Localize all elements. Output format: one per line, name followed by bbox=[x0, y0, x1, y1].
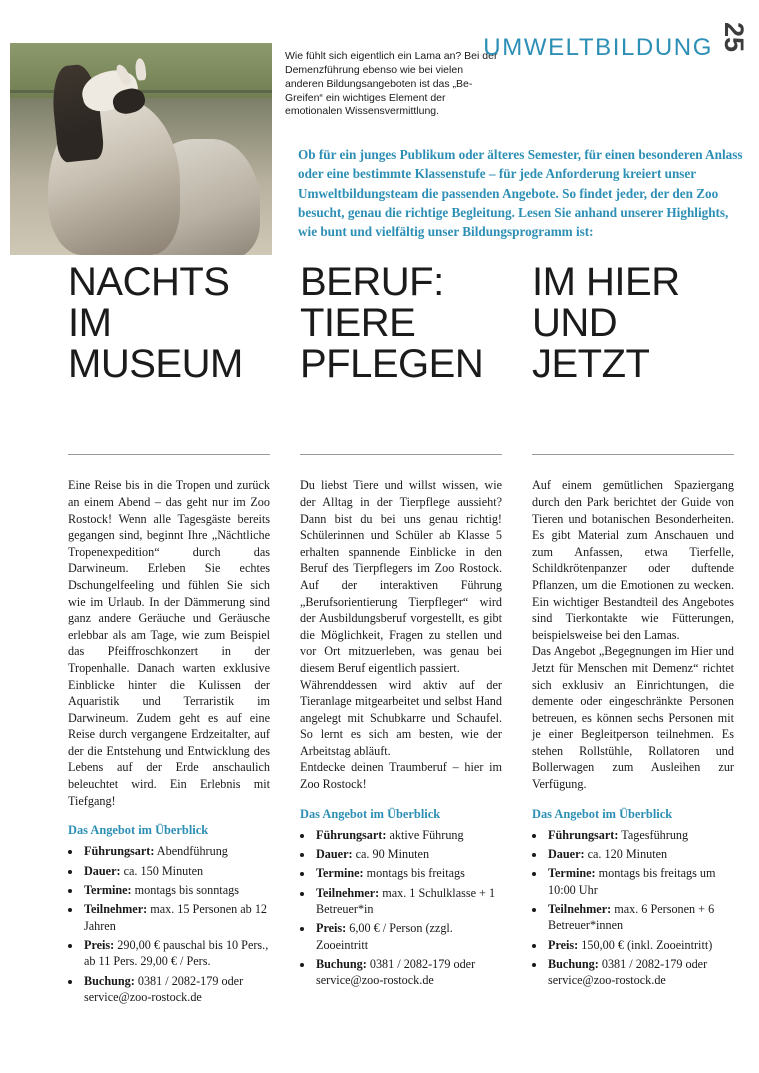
title-line: IM bbox=[68, 300, 112, 345]
fact-label: Termine: bbox=[84, 882, 132, 897]
article-column-im-hier-und-jetzt bbox=[532, 262, 734, 992]
list-item bbox=[82, 882, 270, 898]
title-line: TIERE bbox=[300, 300, 416, 345]
article-column-nachts-im-museum bbox=[68, 262, 270, 1008]
facts-list bbox=[532, 827, 734, 989]
column-body-text: Du liebst Tiere und willst wissen, wie der Alltag in der Tierpflege aussieht? Dann bist du bei uns genau richtig! Schülerinnen und Schüler ab Klasse 5 erhalten spannende Einblicke in den Beruf des Tierpflegers im Zoo Rostock. Auf der interaktiven Führung „Berufsorientierung Tierpfleger“ wird der Ausbildungsberuf vorgestellt, es gibt die Möglichkeit, Fragen zu stellen und vor Ort mitzuerleben, was genau bei diesem Beruf eigentlich passiert. Währenddessen wird aktiv auf der Tieranlage mitgearbeitet und selbst Hand angelegt mit Schubkarre und Schaufel. So lernt es sich am besten, wie der Arbeitstag abläuft. Entdecke deinen Traumberuf – hier im Zoo Rostock! bbox=[300, 478, 502, 792]
overview-heading: Das Angebot im Überblick bbox=[68, 823, 209, 838]
list-item bbox=[546, 956, 734, 989]
fact-value: montags bis freitags um 10:00 Uhr bbox=[548, 866, 716, 897]
fact-label: Dauer: bbox=[84, 863, 121, 878]
column-title bbox=[300, 262, 502, 384]
fact-value: montags bis freitags bbox=[363, 866, 465, 881]
list-item bbox=[82, 901, 270, 934]
list-item bbox=[314, 956, 502, 989]
fact-label: Führungsart: bbox=[548, 827, 619, 842]
llama-neck bbox=[49, 63, 105, 163]
fact-label: Teilnehmer: bbox=[316, 885, 380, 900]
title-line: MUSEUM bbox=[68, 341, 243, 386]
fact-value: max. 15 Personen ab 12 Jahren bbox=[84, 902, 268, 933]
list-item bbox=[314, 920, 502, 953]
fact-label: Führungsart: bbox=[84, 844, 155, 859]
title-line: BERUF: bbox=[300, 260, 444, 304]
divider bbox=[300, 454, 502, 455]
column-title bbox=[532, 262, 734, 384]
article-column-beruf-tiere-pflegen bbox=[300, 262, 502, 992]
fact-value: aktive Führung bbox=[386, 827, 464, 842]
divider bbox=[68, 454, 270, 455]
fact-label: Teilnehmer: bbox=[84, 902, 148, 917]
fact-label: Führungsart: bbox=[316, 827, 387, 842]
list-item bbox=[314, 865, 502, 881]
fact-label: Dauer: bbox=[548, 847, 585, 862]
fact-label: Buchung: bbox=[316, 957, 367, 972]
fact-value: Tagesführung bbox=[618, 827, 689, 842]
overview-heading: Das Angebot im Überblick bbox=[300, 806, 441, 821]
llama-photo bbox=[10, 43, 272, 255]
fact-value: ca. 150 Minuten bbox=[120, 863, 204, 878]
list-item bbox=[546, 937, 734, 953]
fact-label: Preis: bbox=[316, 921, 347, 936]
title-line: IM HIER bbox=[532, 260, 680, 304]
column-title bbox=[68, 262, 270, 384]
list-item bbox=[546, 846, 734, 862]
lead-paragraph: Ob für ein junges Publikum oder älteres Semester, für einen besonderen Anlass oder eine bestimmte Klassenstufe – für jede Anforderung kreiert unser Umweltbildungsteam die passenden Angebote. So findet jeder, der den Zoo besucht, genau die richtige Begleitung. Lesen Sie anhand unserer Highlights, wie bunt und vielfältig unser Bildungsprogramm ist: bbox=[298, 147, 743, 240]
column-body-text: Auf einem gemütlichen Spaziergang durch den Park berichtet der Guide von Tieren und botanischen Besonderheiten. Es gibt Material zum Anschauen und zum Anfassen, etwa Tierfelle, Schildkrötenpanzer oder duftende Pflanzen, um die Emotionen zu wecken. Ein wichtiger Bestandteil des Angebotes sind Tierkontakte wie Fütterungen, beispielsweise bei den Lamas. Das Angebot „Begegnungen im Hier und Jetzt für Menschen mit Demenz“ richtet sich exklusiv an Einrichtungen, die demente oder eingeschränkte Personen betreuen, es können sechs Personen mit je einer Begleitperson teilnehmen. Es stehen Rollstühle, Rollatoren und Bollerwagen zum Ausleihen zur Verfügung. bbox=[532, 478, 734, 792]
overview-heading: Das Angebot im Überblick bbox=[532, 806, 673, 821]
page-number: 25 bbox=[719, 21, 749, 52]
fact-value: 0381 / 2082-179 oder service@zoo-rostock.de bbox=[84, 973, 244, 1005]
title-line: PFLEGEN bbox=[300, 341, 484, 386]
fact-value: max. 6 Personen + 6 Betreuer*innen bbox=[548, 902, 715, 933]
fact-label: Teilnehmer: bbox=[548, 902, 612, 917]
section-title: UMWELTBILDUNG bbox=[483, 34, 713, 61]
facts-list bbox=[300, 827, 502, 989]
fact-value: 0381 / 2082-179 oder service@zoo-rostock.de bbox=[548, 957, 708, 988]
fact-label: Termine: bbox=[548, 866, 596, 881]
list-item bbox=[82, 937, 270, 970]
title-line: UND bbox=[532, 300, 618, 345]
list-item bbox=[82, 973, 270, 1006]
fact-label: Buchung: bbox=[84, 973, 135, 988]
facts-list bbox=[68, 843, 270, 1005]
list-item bbox=[314, 827, 502, 843]
fact-value: ca. 120 Minuten bbox=[584, 847, 668, 862]
divider bbox=[532, 454, 734, 455]
list-item bbox=[546, 901, 734, 934]
list-item bbox=[314, 846, 502, 862]
title-line: JETZT bbox=[532, 341, 650, 386]
title-line: NACHTS bbox=[68, 260, 230, 304]
fact-value: ca. 90 Minuten bbox=[352, 847, 430, 862]
fact-label: Preis: bbox=[548, 937, 579, 952]
list-item bbox=[82, 843, 270, 859]
fact-value: Abendführung bbox=[154, 844, 228, 859]
list-item bbox=[82, 863, 270, 879]
fact-label: Termine: bbox=[316, 866, 364, 881]
fact-label: Buchung: bbox=[548, 957, 599, 972]
fact-value: 6,00 € / Person (zzgl. Zooeintritt bbox=[316, 921, 453, 952]
fact-label: Dauer: bbox=[316, 847, 353, 862]
fact-value: 0381 / 2082-179 oder service@zoo-rostock.de bbox=[316, 957, 476, 988]
fact-value: montags bis sonntags bbox=[131, 882, 239, 897]
column-body-text: Eine Reise bis in die Tropen und zurück an einem Abend – das geht nur im Zoo Rostock! Wenn alle Tagesgäste bereits gegangen sind, beginnt Ihre „Nächtliche Tropenexpedition“ durch das Darwineum. Erleben Sie echtes Dschungelfeeling und fühlen Sie sich wie im Urlaub. In der Dämmerung sind ganz andere Geräuche und Geräusche erlebbar als am Tage, wie zum Beispiel das Pfeiffroschkonzert in der Tropenhalle. Danach warten exklusive Einblicke hinter die Kulissen der Aquaristik und Terraristik im Darwineum. Zudem geht es auf eine Reise durch vergangene Erdzeitalter, auf der die Entstehung und Entwicklung des Lebens auf der Erde anschaulich beleuchtet wird. Ein Erlebnis mit Tiefgang! bbox=[68, 478, 270, 808]
list-item bbox=[546, 827, 734, 843]
fact-value: 290,00 € pauschal bis 10 Pers., ab 11 Pers. 29,00 € / Pers. bbox=[84, 937, 269, 969]
photo-caption: Wie fühlt sich eigentlich ein Lama an? Bei der Demenzführung ebenso wie bei vielen anderen Bildungsangeboten ist das „Be-Greifen“ ein wichtiges Element der emotionalen Wissensvermittlung. bbox=[285, 50, 498, 118]
list-item bbox=[546, 865, 734, 898]
page-header bbox=[0, 0, 759, 255]
fact-value: 150,00 € (inkl. Zooeintritt) bbox=[578, 937, 713, 952]
article-columns bbox=[0, 262, 759, 1062]
list-item bbox=[314, 885, 502, 918]
fact-value: max. 1 Schulklasse + 1 Betreuer*in bbox=[316, 885, 496, 917]
fact-label: Preis: bbox=[84, 937, 115, 952]
